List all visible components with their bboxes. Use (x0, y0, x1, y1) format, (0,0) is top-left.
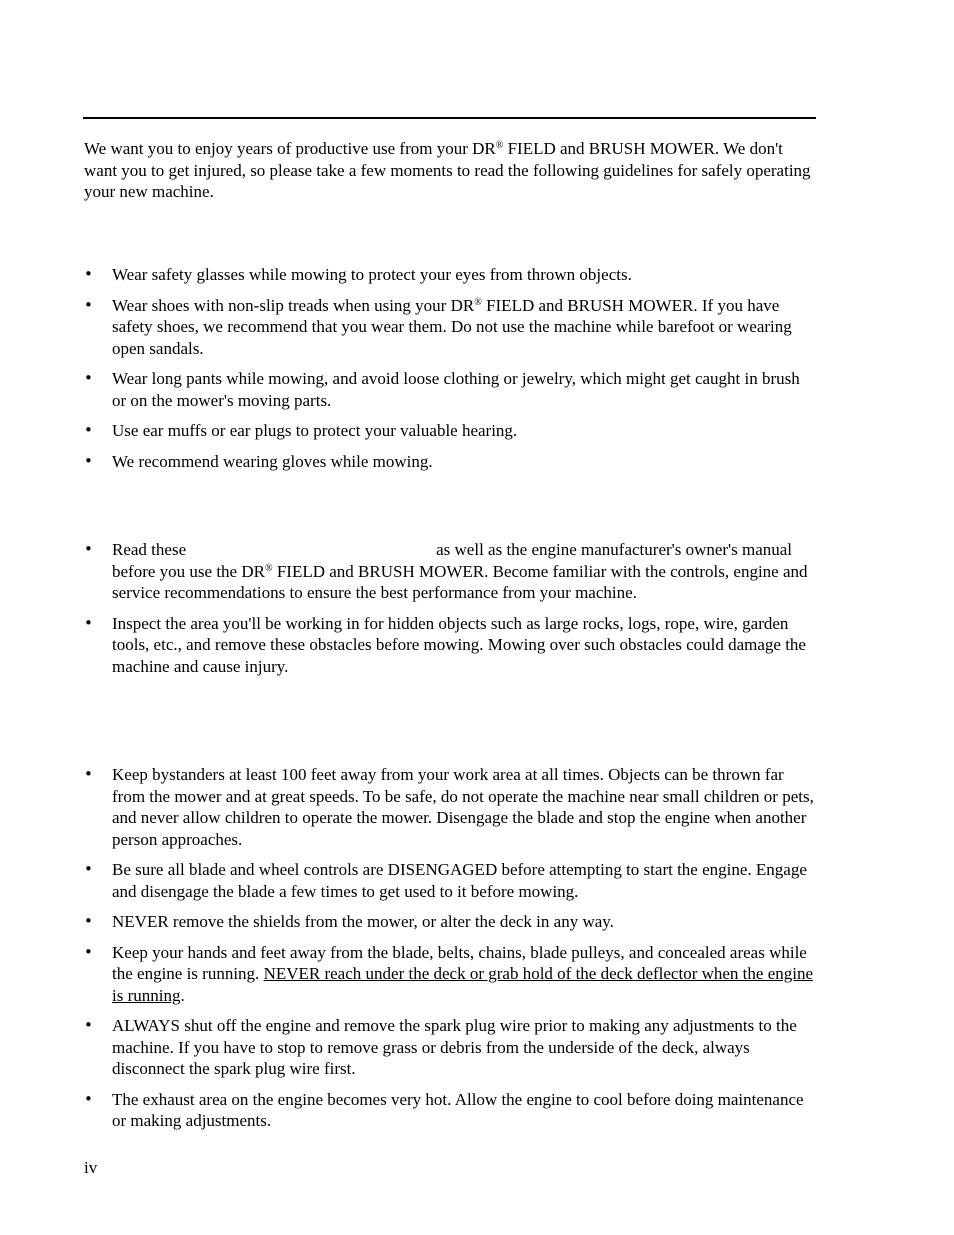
bullet-icon: • (84, 912, 93, 930)
list-item: • Read these as well as the engine manufacturer's owner's manual before you use the DR® FIELD and BRUSH MOWER. Become familiar with the controls, engine and service recommendations to ensure the best performance from your machine. (84, 540, 808, 602)
bullet-icon: • (84, 451, 93, 470)
bullet-icon: • (84, 295, 93, 314)
bullet-icon: • (84, 421, 93, 439)
bullet-icon: • (84, 1089, 93, 1108)
list-item: • NEVER remove the shields from the mower, or alter the deck in any way. (84, 912, 614, 931)
bullet-icon: • (84, 613, 93, 632)
list-item: • ALWAYS shut off the engine and remove the spark plug wire prior to making any adjustments to the machine. If you have to stop to remove grass or debris from the underside of the deck, always disconnect the spark plug wire first. (84, 1016, 797, 1078)
list-item: • Wear safety glasses while mowing to protect your eyes from thrown objects. (84, 265, 632, 284)
bullet-icon: • (84, 942, 93, 961)
list-item: • Inspect the area you'll be working in for hidden objects such as large rocks, logs, rope, wire, garden tools, etc., and remove these obstacles before mowing. Mowing over such obstacles could damage the machine and cause injury. (84, 613, 806, 676)
operation-list (84, 764, 814, 1141)
list-item: • Be sure all blade and wheel controls are DISENGAGED before attempting to start the engine. Engage and disengage the blade a few times to get used to it before mowing. (84, 860, 807, 901)
list-item: • We recommend wearing gloves while mowing. (84, 451, 433, 471)
bullet-icon: • (84, 540, 93, 558)
bullet-icon: • (84, 265, 93, 283)
list-item: • Keep bystanders at least 100 feet away from your work area at all times. Objects can be thrown far from the mower and at great speeds. To be safe, do not operate the machine near small children or pets, and never allow children to operate the mower. Disengage the blade and stop the engine when another person approaches. (84, 765, 814, 849)
list-item: • Keep your hands and feet away from the blade, belts, chains, blade pulleys, and concealed areas while the engine is running. NEVER reach under the deck or grab hold of the deck deflector when the engine is running. (84, 942, 814, 1005)
preparation-list (84, 539, 814, 686)
bullet-icon: • (84, 1016, 93, 1034)
list-item: • Use ear muffs or ear plugs to protect your valuable hearing. (84, 421, 518, 440)
bullet-icon: • (84, 860, 93, 878)
intro-paragraph: We want you to enjoy years of productive use from your DR® FIELD and BRUSH MOWER. We don't want you to get injured, so please take a few moments to read the following guidelines for safely operating your new machine. (84, 139, 811, 201)
list-item: • Wear shoes with non-slip treads when using your DR® FIELD and BRUSH MOWER. If you have safety shoes, we recommend that you wear them. Do not use the machine while barefoot or wearing open sandals. (84, 295, 792, 358)
bullet-icon: • (84, 369, 93, 387)
list-item: • The exhaust area on the engine becomes very hot. Allow the engine to cool before doing maintenance or making adjustments. (84, 1089, 804, 1130)
list-item: • Wear long pants while mowing, and avoid loose clothing or jewelry, which might get caught in brush or on the mower's moving parts. (84, 369, 800, 410)
protective-gear-list (84, 264, 814, 481)
page-number: iv (84, 1158, 98, 1177)
header-rule (83, 117, 816, 119)
bullet-icon: • (84, 765, 93, 783)
